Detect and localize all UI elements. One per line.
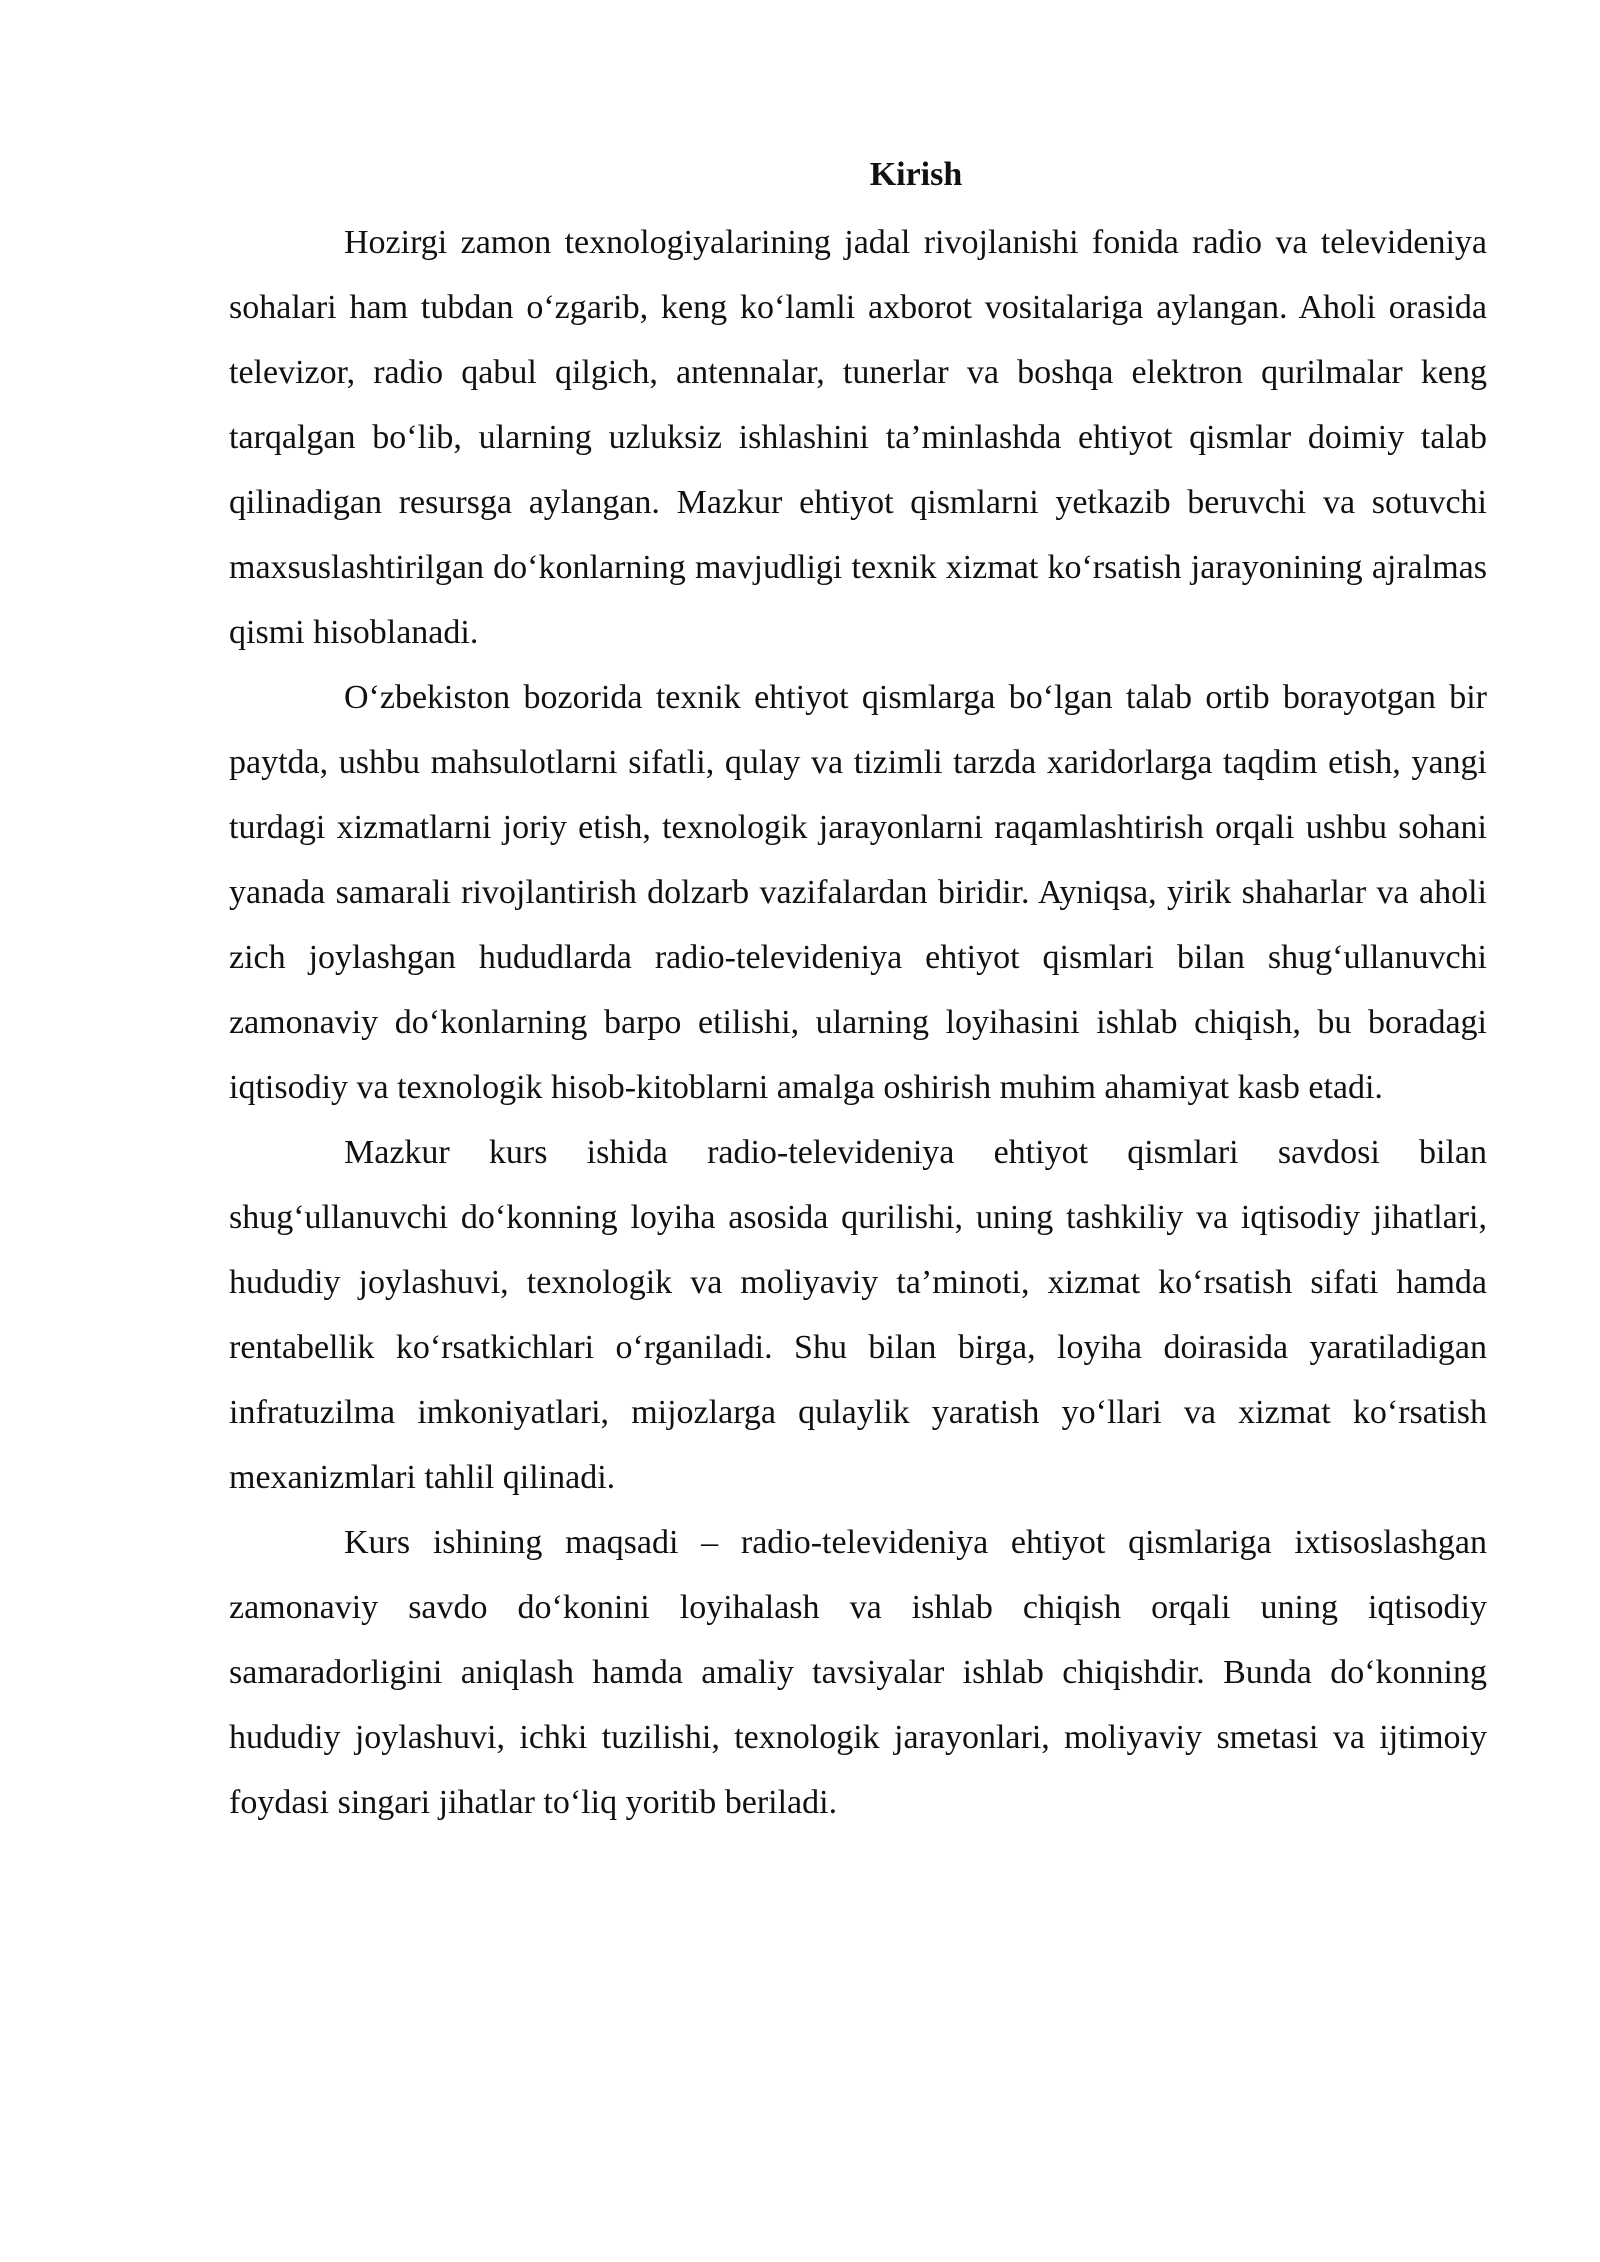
paragraph-3: Mazkur kurs ishida radio-televideniya ehtiyot qismlari savdosi bilan shug‘ullanuvchi do‘konning loyiha asosida qurilishi, uning tashkiliy va iqtisodiy jihatlari, hududiy joylashuvi, texnologik va moliyaviy ta’minoti, xizmat ko‘rsatish sifati hamda rentabellik ko‘rsatkichlari o‘rganiladi. Shu bilan birga, loyiha doirasida yaratiladigan infratuzilma imkoniyatlari, mijozlarga qulaylik yaratish yo‘llari va xizmat ko‘rsatish mexanizmlari tahlil qilinadi. (229, 1134, 1487, 1496)
paragraph-4: Kurs ishining maqsadi – radio-televideniya ehtiyot qismlariga ixtisoslashgan zamonaviy savdo do‘konini loyihalash va ishlab chiqish orqali uning iqtisodiy samaradorligini aniqlash hamda amaliy tavsiyalar ishlab chiqishdir. Bunda do‘konning hududiy joylashuvi, ichki tuzilishi, texnologik jarayonlari, moliyaviy smetasi va ijtimoiy foydasi singari jihatlar to‘liq yoritib beriladi. (229, 1524, 1487, 1821)
document-body (229, 148, 1487, 1835)
page-title: Kirish (869, 156, 963, 193)
paragraph-1: Hozirgi zamon texnologiyalarining jadal rivojlanishi fonida radio va televideniya sohalari ham tubdan o‘zgarib, keng ko‘lamli axborot vositalariga aylangan. Aholi orasida televizor, radio qabul qilgich, antennalar, tunerlar va boshqa elektron qurilmalar keng tarqalgan bo‘lib, ularning uzluksiz ishlashini ta’minlashda ehtiyot qismlar doimiy talab qilinadigan resursga aylangan. Mazkur ehtiyot qismlarni yetkazib beruvchi va sotuvchi maxsuslashtirilgan do‘konlarning mavjudligi texnik xizmat ko‘rsatish jarayonining ajralmas qismi hisoblanadi. (229, 224, 1487, 651)
paragraph-2: O‘zbekiston bozorida texnik ehtiyot qismlarga bo‘lgan talab ortib borayotgan bir paytda, ushbu mahsulotlarni sifatli, qulay va tizimli tarzda xaridorlarga taqdim etish, yangi turdagi xizmatlarni joriy etish, texnologik jarayonlarni raqamlashtirish orqali ushbu sohani yanada samarali rivojlantirish dolzarb vazifalardan biridir. Ayniqsa, yirik shaharlar va aholi zich joylashgan hududlarda radio-televideniya ehtiyot qismlari bilan shug‘ullanuvchi zamonaviy do‘konlarning barpo etilishi, ularning loyihasini ishlab chiqish, bu boradagi iqtisodiy va texnologik hisob-kitoblarni amalga oshirish muhim ahamiyat kasb etadi. (229, 679, 1487, 1106)
